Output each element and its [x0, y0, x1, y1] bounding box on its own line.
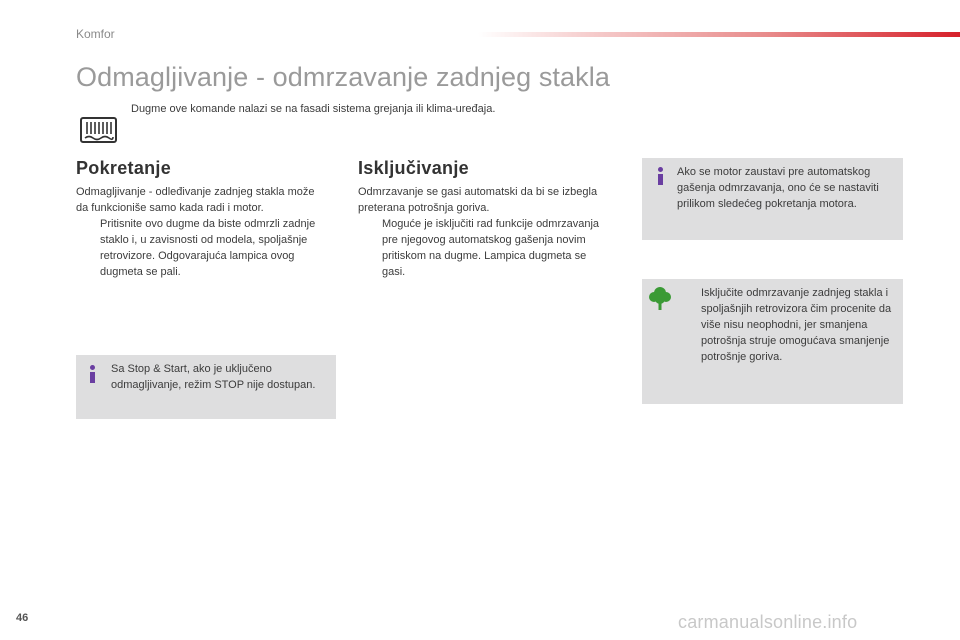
eco-bullet — [677, 285, 897, 365]
intro-text: Dugme ove komande nalazi se na fasadi sistema grejanja ili klima-uređaja. — [131, 103, 496, 115]
stop-start-note — [76, 355, 336, 419]
page-title: Odmagljivanje - odmrzavanje zadnjeg stakla — [76, 62, 610, 92]
start-section — [76, 184, 326, 280]
rear-defrost-icon — [80, 117, 117, 143]
stop-paragraph: Odmrzavanje se gasi automatski da bi se izbegla preterana potrošnja goriva. — [358, 186, 598, 214]
bullet-mark — [76, 216, 100, 280]
eco-note-text: Isključite odmrzavanje zadnjeg stakla i spoljašnjih retrovizora čim procenite da više nisu neophodni, jer smanjena potrošnja struje omogućava smanjenje potrošnje goriva. — [701, 287, 892, 363]
eco-tree-icon — [648, 285, 672, 311]
heading-stop: Isključivanje — [358, 158, 469, 178]
start-paragraph: Odmagljivanje - odleđivanje zadnjeg stakla može da funkcioniše samo kada radi i motor. — [76, 186, 315, 214]
stop-bullet-text: Moguće je isključiti rad funkcije odmrzavanja pre njegovog automatskog gašenja novim pritiskom na dugme. Lampica dugmeta se gasi. — [382, 218, 600, 278]
stop-section — [358, 184, 608, 280]
stop-bullet — [358, 216, 608, 280]
section-label: Komfor — [76, 27, 115, 41]
info-icon — [655, 167, 665, 185]
auto-stop-note — [642, 158, 903, 240]
watermark: carmanualsonline.info — [678, 612, 858, 632]
start-bullet — [76, 216, 326, 280]
stop-start-note-text: Sa Stop & Start, ako je uključeno odmagljivanje, režim STOP nije dostupan. — [111, 363, 316, 391]
page-number: 46 — [16, 612, 29, 624]
auto-stop-note-text: Ako se motor zaustavi pre automatskog gašenja odmrzavanja, ono će se nastaviti prilikom sledećeg pokretanja motora. — [677, 166, 879, 210]
heading-start: Pokretanje — [76, 158, 172, 178]
bullet-mark — [358, 216, 382, 280]
bullet-mark — [677, 285, 701, 365]
eco-note — [642, 279, 903, 404]
info-icon — [87, 365, 97, 383]
start-bullet-text: Pritisnite ovo dugme da biste odmrzli zadnje staklo i, u zavisnosti od modela, spoljašnje retrovizore. Odgovarajuća lampica ovog dugmeta se pali. — [100, 218, 316, 278]
header-accent-bar — [478, 32, 960, 37]
